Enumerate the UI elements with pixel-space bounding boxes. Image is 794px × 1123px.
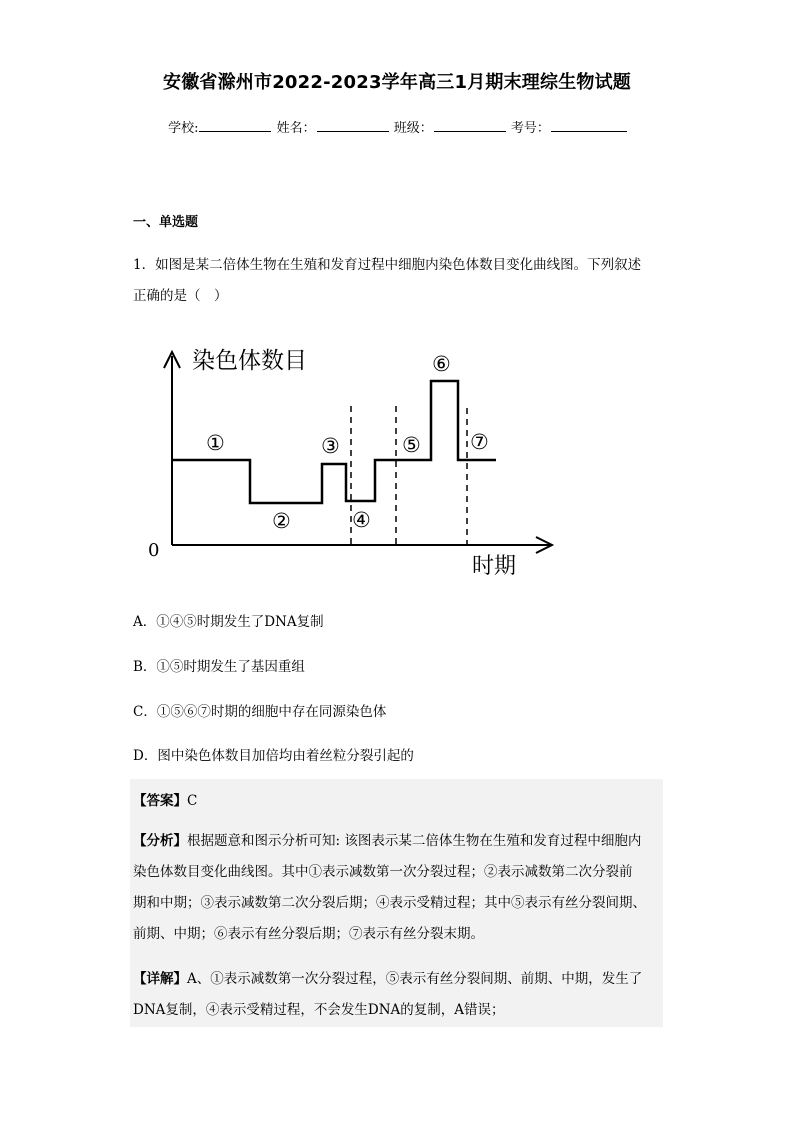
option-c (133, 700, 386, 720)
class-label: 班级： (393, 121, 433, 136)
x-axis-label: 时期 (472, 554, 517, 579)
section-title: 一、单选题 (133, 215, 199, 230)
stage-label-4: ④ (352, 508, 371, 532)
option-c-text: ①⑤⑥⑦时期的细胞中存在同源染色体 (156, 704, 387, 720)
option-b-text: ①⑤时期发生了基因重组 (156, 659, 305, 675)
y-axis-label: 染色体数目 (192, 348, 307, 374)
name-blank (317, 119, 389, 132)
student-info-row (0, 117, 794, 136)
question-line-2: 正确的是（ ） (133, 288, 228, 304)
detail-paragraph (133, 964, 663, 1026)
stage-label-6: ⑥ (432, 352, 451, 376)
option-b-label: B． (133, 659, 157, 675)
chromosome-chart (140, 340, 570, 580)
analysis-line-1: 根据题意和图示分析可知: 该图表示某二倍体生物在生殖和发育过程中细胞内 (187, 833, 642, 849)
option-c-label: C． (133, 704, 157, 720)
school-blank (199, 119, 271, 132)
analysis-tag: 【分析】 (133, 833, 187, 849)
stage-label-3: ③ (321, 434, 340, 458)
page-title: 安徽省滁州市2022-2023学年高三1月期末理综生物试题 (163, 72, 631, 93)
option-d-text: 图中染色体数目加倍均由着丝粒分裂引起的 (157, 748, 414, 764)
analysis-line-2: 染色体数目变化曲线图。其中①表示减数第一次分裂过程；②表示减数第二次分裂前 (133, 864, 633, 880)
stage-label-2: ② (272, 509, 291, 533)
stage-label-5: ⑤ (402, 433, 421, 457)
answer-line (133, 789, 663, 809)
detail-line-2: DNA复制，④表示受精过程，不会发生DNA的复制，A错误； (133, 1002, 505, 1018)
stage-label-1: ① (206, 431, 225, 455)
id-blank (551, 119, 627, 132)
name-label: 姓名： (276, 121, 316, 136)
class-blank (434, 119, 506, 132)
analysis-paragraph (133, 826, 663, 950)
detail-line-1: A、①表示减数第一次分裂过程，⑤表示有丝分裂间期、前期、中期，发生了 (187, 971, 643, 987)
id-label: 考号： (510, 121, 550, 136)
option-a-text: ①④⑤时期发生了DNA复制 (156, 614, 324, 630)
stage-label-7: ⑦ (470, 430, 489, 454)
origin-label: 0 (148, 540, 160, 561)
option-a (133, 610, 324, 630)
question-line-1: 1．如图是某二倍体生物在生殖和发育过程中细胞内染色体数目变化曲线图。下列叙述 (133, 257, 642, 273)
question-text (133, 250, 663, 312)
option-d-label: D． (133, 748, 158, 764)
option-b (133, 655, 305, 675)
detail-tag: 【详解】 (133, 971, 187, 987)
school-label: 学校: (168, 121, 199, 136)
option-a-label: A． (133, 614, 157, 630)
analysis-line-3: 期和中期；③表示减数第二次分裂后期；④表示受精过程；其中⑤表示有丝分裂间期、 (133, 895, 646, 911)
analysis-line-4: 前期、中期；⑥表示有丝分裂后期；⑦表示有丝分裂末期。 (133, 926, 484, 942)
answer-tag: 【答案】 (133, 793, 187, 809)
answer-value: C (187, 793, 198, 809)
option-d (133, 744, 414, 764)
